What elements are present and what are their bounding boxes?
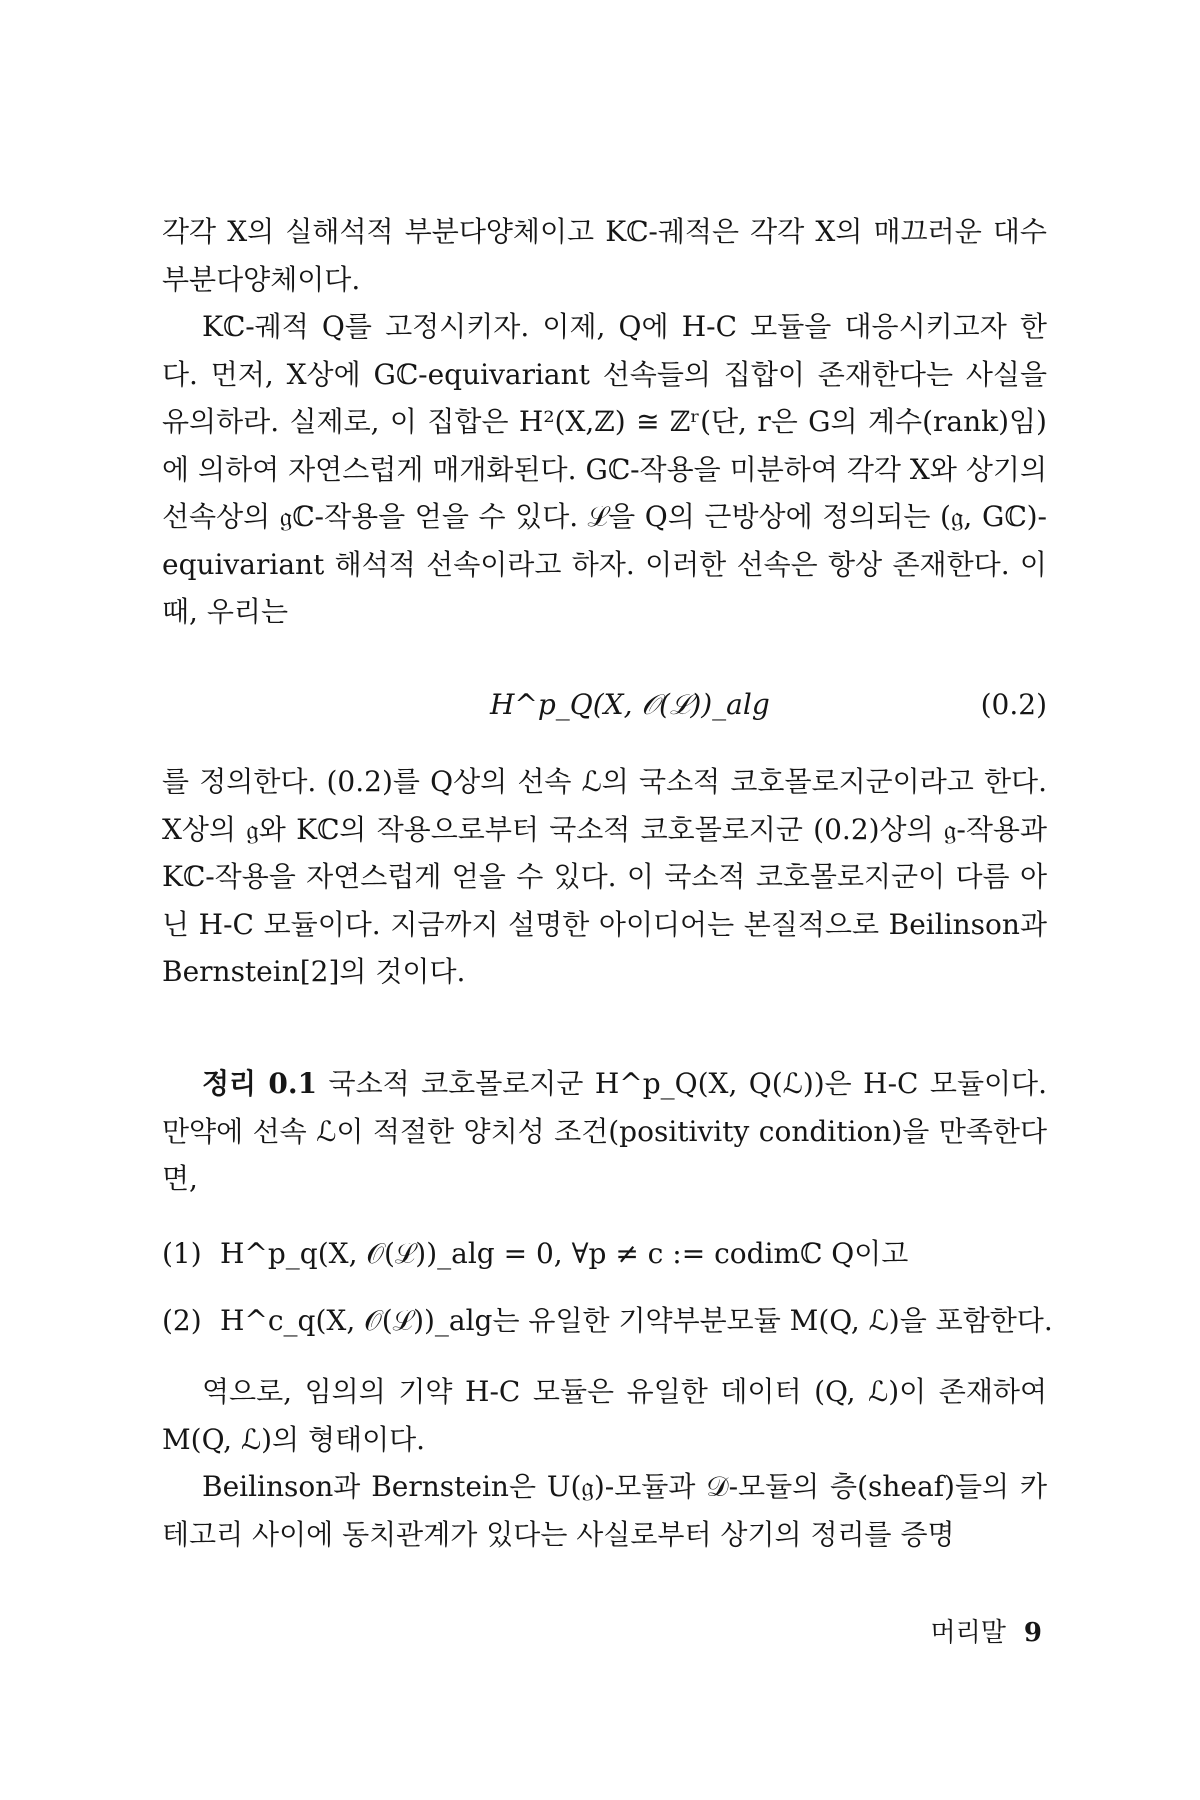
equation-number: (0.2) <box>980 688 1047 721</box>
condition-item <box>162 1299 1053 1339</box>
item-label: (2) <box>162 1304 202 1337</box>
item-text: H^p_q(X, 𝒪(ℒ))_alg = 0, ∀p ≠ c := codimℂ Q이고 <box>220 1237 909 1270</box>
equation-formula: H^p_Q(X, 𝒪(ℒ))_alg <box>490 688 770 721</box>
item-text: H^c_q(X, 𝒪(ℒ))_alg는 유일한 기약부분모듈 M(Q, ℒ)을 포함한다. <box>220 1304 1053 1337</box>
closing-text-block <box>162 1368 1047 1558</box>
text-block <box>162 758 1047 996</box>
paragraph: 를 정의한다. (0.2)를 Q상의 선속 ℒ의 국소적 코호몰로지군이라고 한다. X상의 𝔤와 Kℂ의 작용으로부터 국소적 코호몰로지군 (0.2)상의 𝔤-작용과 Kℂ-작용을 자연스럽게 얻을 수 있다. 이 국소적 코호몰로지군이 다름 아닌 H-C 모듈이다. 지금까지 설명한 아이디어는 본질적으로 Beilinson과 Bernstein[2]의 것이다. <box>162 765 1047 988</box>
paragraph: 역으로, 임의의 기약 H-C 모듈은 유일한 데이터 (Q, ℒ)이 존재하여 M(Q, ℒ)의 형태이다. <box>162 1375 1047 1456</box>
running-footer-title: 머리말 <box>930 1618 1006 1648</box>
opening-text-block <box>162 208 1047 636</box>
paragraph: 각각 X의 실해석적 부분다양체이고 Kℂ-궤적은 각각 X의 매끄러운 대수 부분다양체이다. <box>162 215 1047 296</box>
theorem-title: 정리 0.1 <box>202 1067 318 1100</box>
paragraph: Kℂ-궤적 Q를 고정시키자. 이제, Q에 H-C 모듈을 대응시키고자 한다. 먼저, X상에 Gℂ-equivariant 선속들의 집합이 존재한다는 사실을 유의하라. 실제로, 이 집합은 H²(X,ℤ) ≅ ℤʳ(단, r은 G의 계수(rank)임)에 의하여 자연스럽게 매개화된다. Gℂ-작용을 미분하여 각각 X와 상기의 선속상의 𝔤ℂ-작용을 얻을 수 있다. ℒ을 Q의 근방상에 정의되는 (𝔤, Gℂ)-equivariant 해석적 선속이라고 하자. 이러한 선속은 항상 존재한다. 이때, 우리는 <box>162 310 1047 628</box>
page-footer <box>931 1612 1042 1649</box>
condition-item <box>162 1232 908 1272</box>
item-label: (1) <box>162 1237 202 1270</box>
theorem-block <box>162 1060 1047 1203</box>
page-number: 9 <box>1023 1618 1042 1648</box>
theorem-statement <box>162 1060 1047 1203</box>
display-equation <box>0 688 1200 736</box>
paragraph: Beilinson과 Bernstein은 U(𝔤)-모듈과 𝒟-모듈의 층(sheaf)들의 카테고리 사이에 동치관계가 있다는 사실로부터 상기의 정리를 증명 <box>162 1470 1047 1551</box>
theorem-text: 국소적 코호몰로지군 H^p_Q(X, Q(ℒ))은 H-C 모듈이다. 만약에 선속 ℒ이 적절한 양치성 조건(positivity condition)을 만족한다면, <box>162 1067 1047 1195</box>
